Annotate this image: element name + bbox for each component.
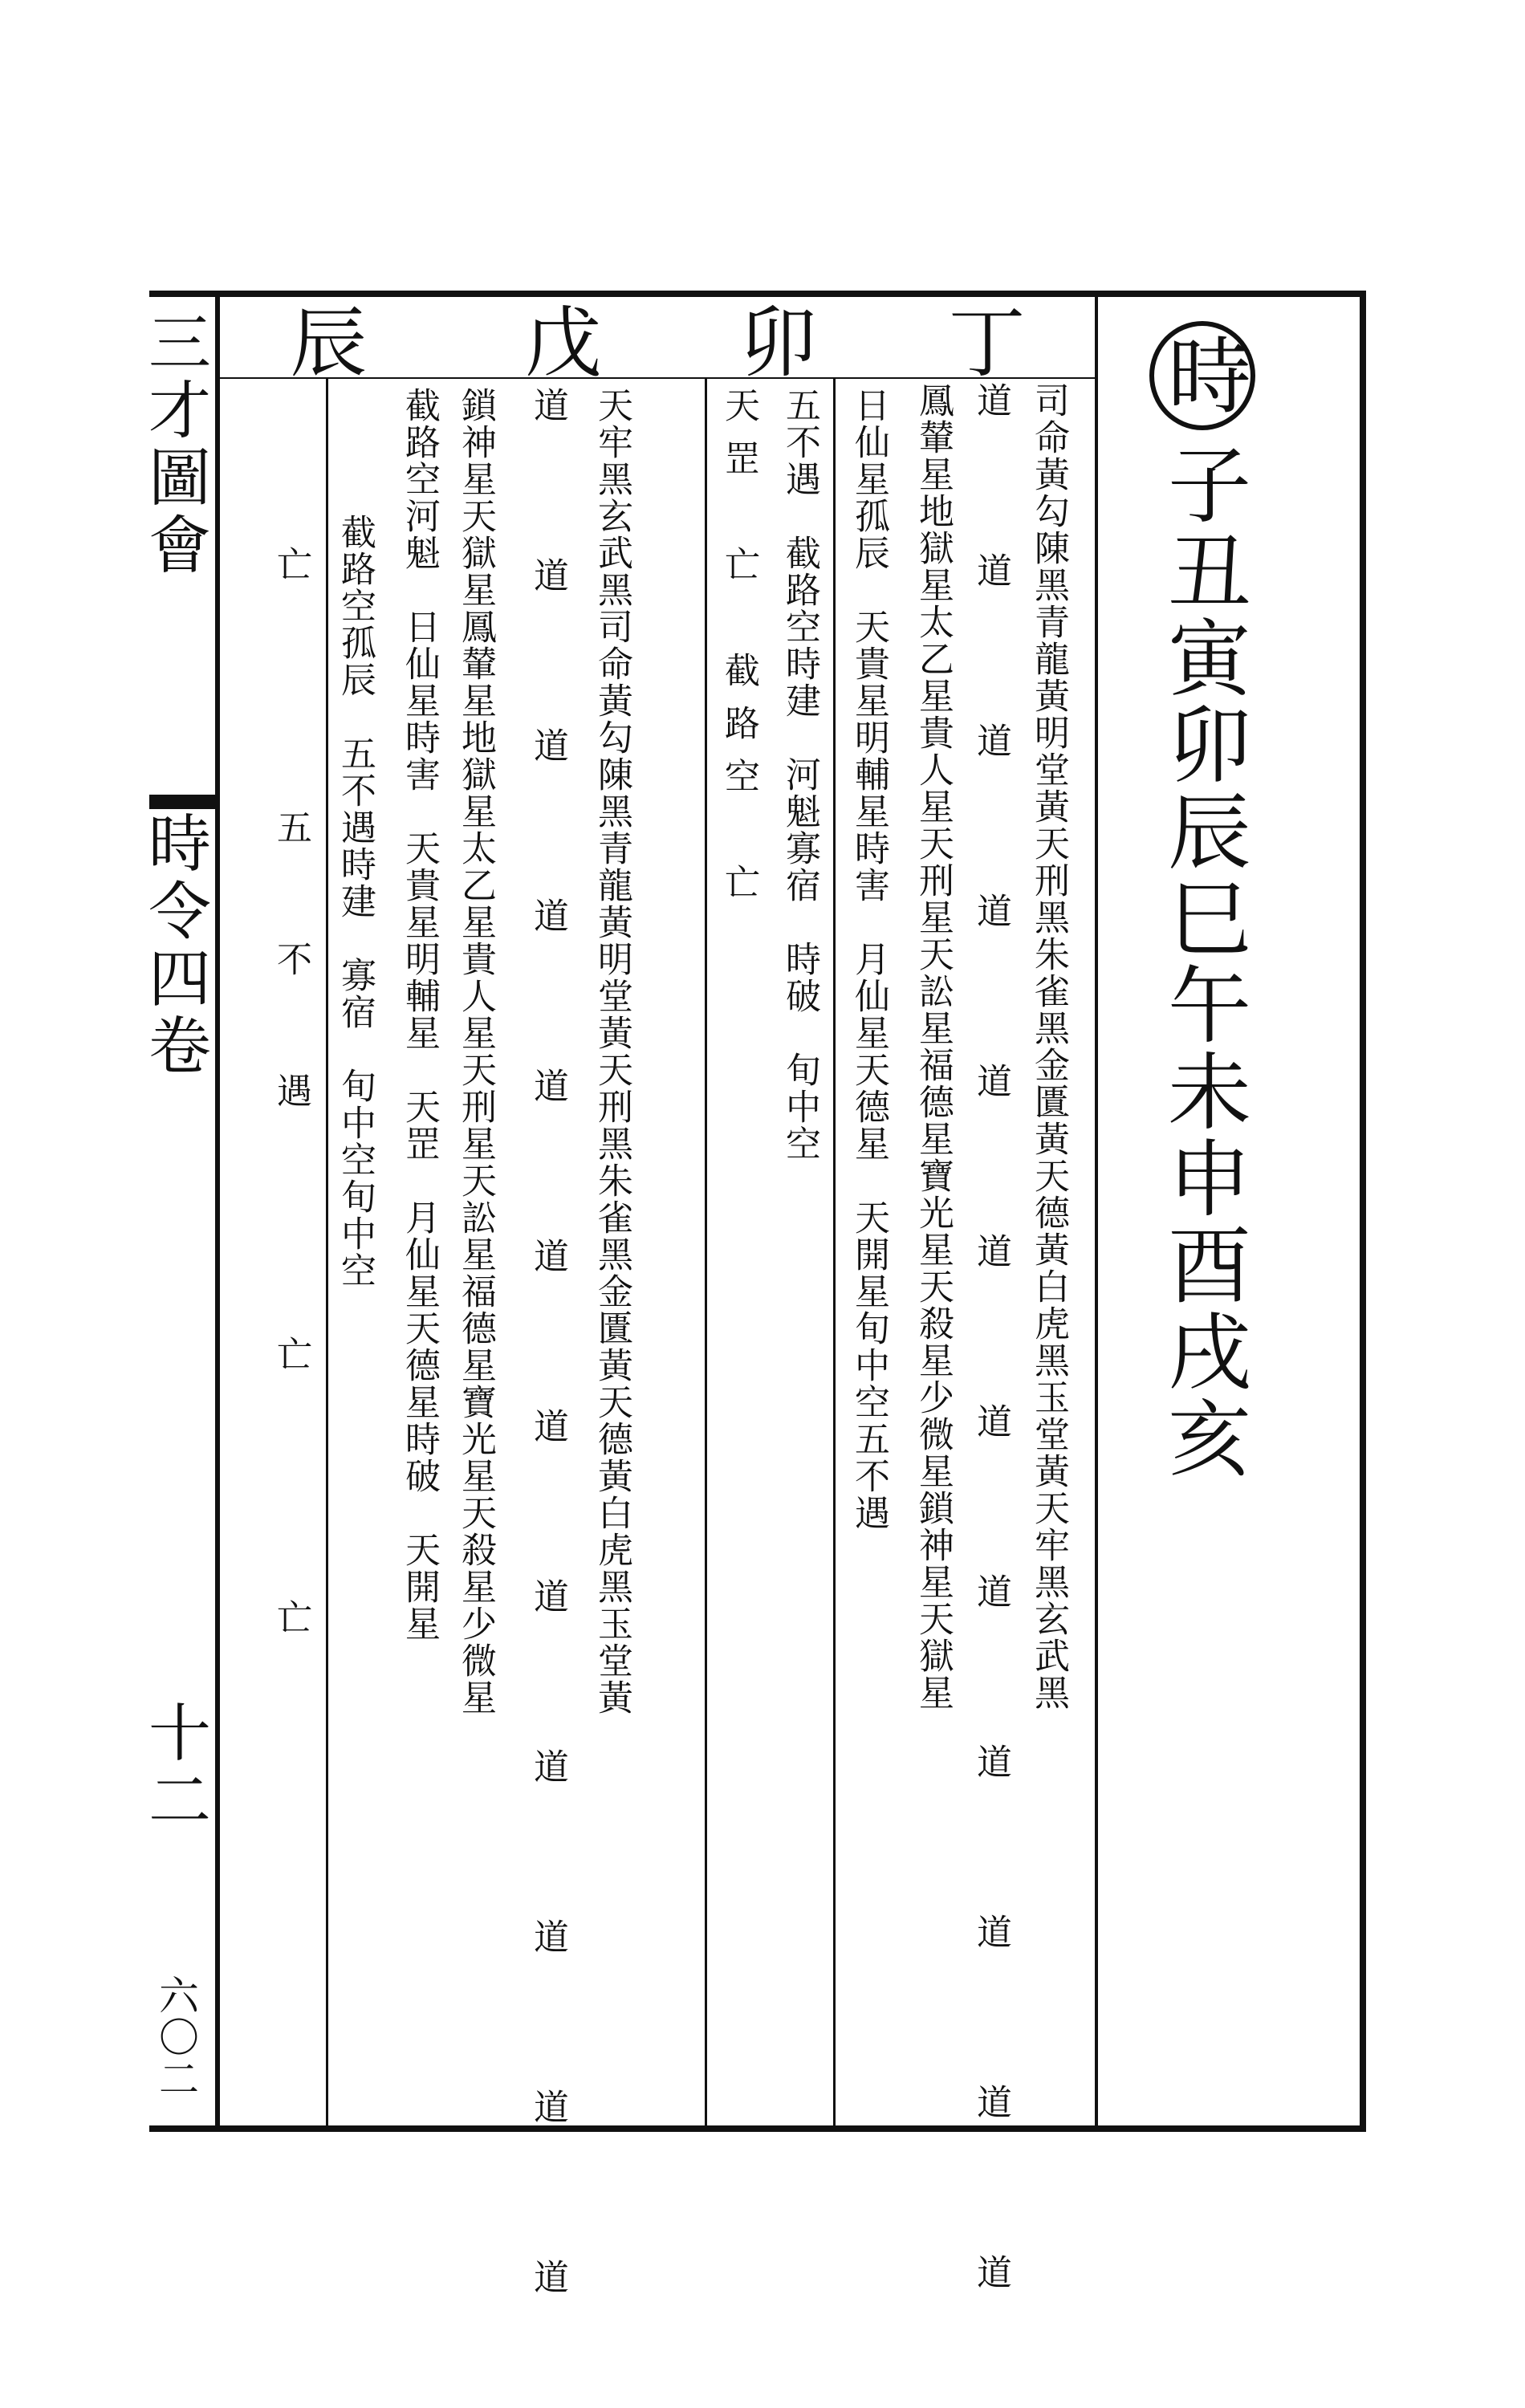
column-7-line-2: 截路空孤辰 五不遇時建 寡宿 旬中空旬中空	[335, 514, 376, 1289]
page-number: 六〇二	[152, 1975, 199, 2100]
seal-mark: 時	[1149, 321, 1255, 430]
column-divider-2	[705, 377, 707, 2125]
header-column	[1149, 321, 1255, 2119]
right-border	[1360, 291, 1366, 2132]
column-6-line-1: 天牢黑玄武黑司命黃勾陳黑青龍黃明堂黃天刑黑朱雀黑金匱黃天德黃白虎黑玉堂黃	[592, 387, 632, 1716]
fish-tail-mark	[149, 795, 215, 809]
column-1-text: 司命黃勾陳黑青龍黃明堂黃天刑黑朱雀黑金匱黃天德黃白虎黑玉堂黃天牢黑玄武黑	[1028, 382, 1069, 1711]
column-heading-mao: 卯	[727, 302, 817, 379]
bottom-rule	[149, 2125, 1364, 2132]
column-6-line-2: 道 道 道 道 道 道 道 道 道 道 道 道	[527, 387, 568, 2344]
book-title: 三才圖會	[138, 310, 210, 580]
margin-rule	[215, 291, 220, 2132]
column-2-text: 道 道 道 道 道 道 道 道 道 道 道 道	[970, 382, 1011, 2339]
column-heading-chen: 辰	[278, 302, 368, 379]
leaf-number: 十二	[138, 1700, 210, 1835]
header-divider	[1095, 297, 1098, 2125]
column-7-line-1: 截路空河魁 日仙星時害 天貴星明輔星 天罡 月仙星天德星時破 天開星	[399, 387, 440, 1642]
column-4-line-1: 日仙星孤辰 天貴星明輔星時害 月仙星天德星 天開星旬中空五不遇	[848, 387, 889, 1531]
column-heading-ding: 丁	[936, 302, 1026, 379]
column-divider-3	[326, 377, 328, 2125]
column-8-text: 亡 五不遇 亡 亡	[270, 546, 311, 1731]
column-6-line-3: 鎖神星天獄星鳳輦星地獄星太乙星貴人星天刑星天訟星福德星寶光星天殺星少微星	[455, 387, 496, 1716]
column-divider-1	[833, 377, 836, 2125]
header-branches: 子丑寅卯辰巳午未申酉戌亥	[1153, 441, 1251, 1482]
column-4-line-2: 五不遇 截路空時建 河魁寡宿 時破 旬中空	[779, 387, 820, 1162]
top-rule	[149, 291, 1364, 297]
column-5-text: 天罡 亡 截路空 亡	[718, 387, 759, 917]
column-3-text: 鳳輦星地獄星太乙星貴人星天刑星天訟星福德星寶光星天殺星少微星鎖神星天獄星	[913, 382, 954, 1711]
column-heading-wu: 戊	[512, 302, 602, 379]
volume-label: 時令四卷	[138, 811, 210, 1080]
